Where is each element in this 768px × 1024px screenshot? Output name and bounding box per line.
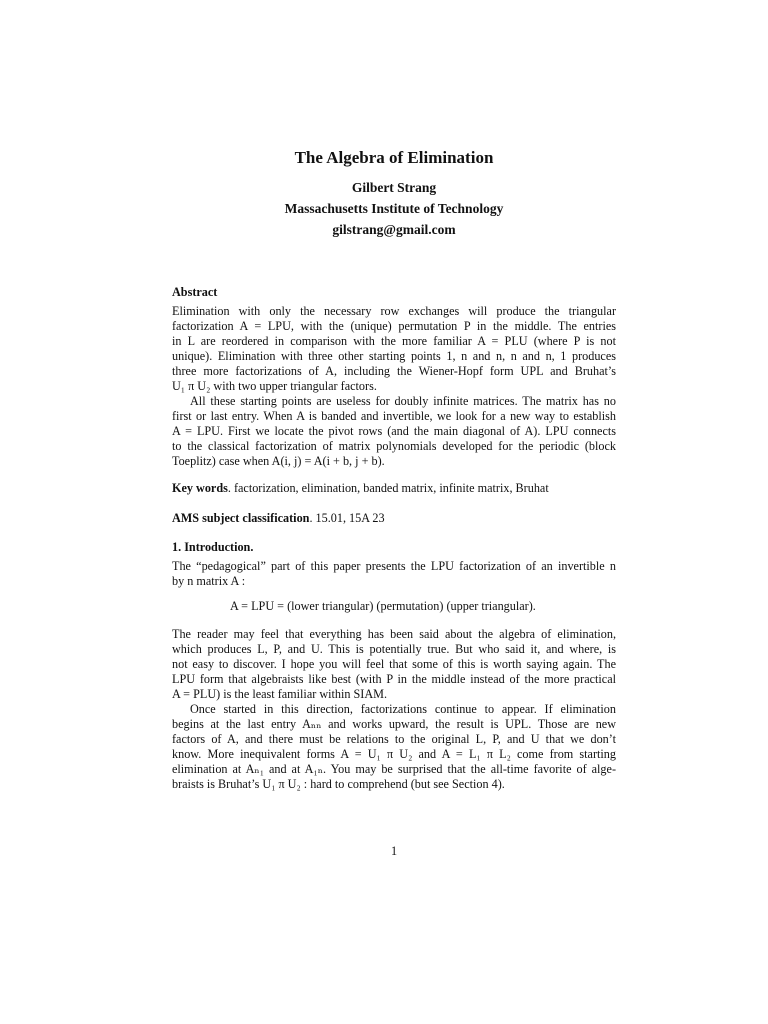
section-heading: 1. Introduction. xyxy=(172,540,254,554)
intro-paragraph xyxy=(172,559,616,589)
text-line: All these starting points are useless for doubly infinite matrices. The matrix has no xyxy=(190,394,616,408)
text-line: A = PLU) is the least familiar within SIAM. xyxy=(172,687,388,701)
ams-text: . 15.01, 15A 23 xyxy=(309,511,385,525)
body-paragraph-2 xyxy=(172,702,616,792)
body-paragraph-1 xyxy=(172,627,616,702)
ams-label: AMS subject classification xyxy=(172,511,310,525)
text-line: The “pedagogical” part of this paper presents the LPU factorization of an invertible n xyxy=(172,559,616,573)
text-line: factorization A = LPU, with the (unique) permutation P in the middle. The entries xyxy=(172,319,616,333)
abstract-paragraph-2 xyxy=(172,394,616,469)
section-introduction xyxy=(172,540,616,589)
text-line: braists is Bruhat’s U₁ π U₂ : hard to comprehend (but see Section 4). xyxy=(172,777,505,791)
text-line: not easy to discover. I hope you will feel that some of this is worth saying again. The xyxy=(172,657,616,671)
text-line: factors of A, and there must be relations to the original L, P, and U that we don’t xyxy=(172,732,616,746)
text-line: Once started in this direction, factorizations continue to appear. If elimination xyxy=(190,702,616,716)
author-email: gilstrang@gmail.com xyxy=(332,222,456,237)
text-line: LPU form that algebraists like best (with P in the middle instead of the more practical xyxy=(172,672,616,686)
abstract-section xyxy=(172,285,616,469)
text-line: elimination at Aₙ₁ and at A₁ₙ. You may be surprised that the all-time favorite of alge- xyxy=(172,762,616,776)
text-line: which produces L, P, and U. This is potentially true. But who said it, and where, is xyxy=(172,642,616,656)
display-equation: A = LPU = (lower triangular) (permutation) (upper triangular). xyxy=(230,599,536,613)
text-line: know. More inequivalent forms A = U₁ π U₂ and A = L₁ π L₂ come from starting xyxy=(172,747,616,761)
text-line: Toeplitz) case when A(i, j) = A(i + b, j + b). xyxy=(172,454,385,468)
keywords-line xyxy=(172,481,616,496)
page-number: 1 xyxy=(390,844,398,858)
text-line: in L are reordered in comparison with the more familiar A = PLU (where P is not xyxy=(172,334,616,348)
text-line: first or last entry. When A is banded and invertible, we look for a new way to establish xyxy=(172,409,616,423)
text-line: by n matrix A : xyxy=(172,574,246,588)
keywords-text: . factorization, elimination, banded matrix, infinite matrix, Bruhat xyxy=(227,481,549,495)
text-line: A = LPU. First we locate the pivot rows (and the main diagonal of A). LPU connects xyxy=(172,424,616,438)
abstract-paragraph-1 xyxy=(172,304,616,394)
paper-title: The Algebra of Elimination xyxy=(294,148,494,167)
abstract-heading: Abstract xyxy=(172,285,218,299)
ams-classification-line xyxy=(172,511,616,526)
text-line: Elimination with only the necessary row exchanges will produce the triangular xyxy=(172,304,616,318)
text-line: unique). Elimination with three other starting points 1, n and n, n and n, 1 produces xyxy=(172,349,616,363)
author-affiliation: Massachusetts Institute of Technology xyxy=(284,201,504,216)
text-line: U₁ π U₂ with two upper triangular factors. xyxy=(172,379,377,393)
text-line: to the classical factorization of matrix polynomials developed for the periodic (block xyxy=(172,439,616,453)
section-body xyxy=(172,627,616,792)
text-line: three more factorizations of A, including the Wiener-Hopf form UPL and Bruhat’s xyxy=(172,364,616,378)
text-line: begins at the last entry Aₙₙ and works upward, the result is UPL. Those are new xyxy=(172,717,616,731)
author-name: Gilbert Strang xyxy=(351,180,437,195)
keywords-label: Key words xyxy=(172,481,228,495)
text-line: The reader may feel that everything has been said about the algebra of elimination, xyxy=(172,627,616,641)
